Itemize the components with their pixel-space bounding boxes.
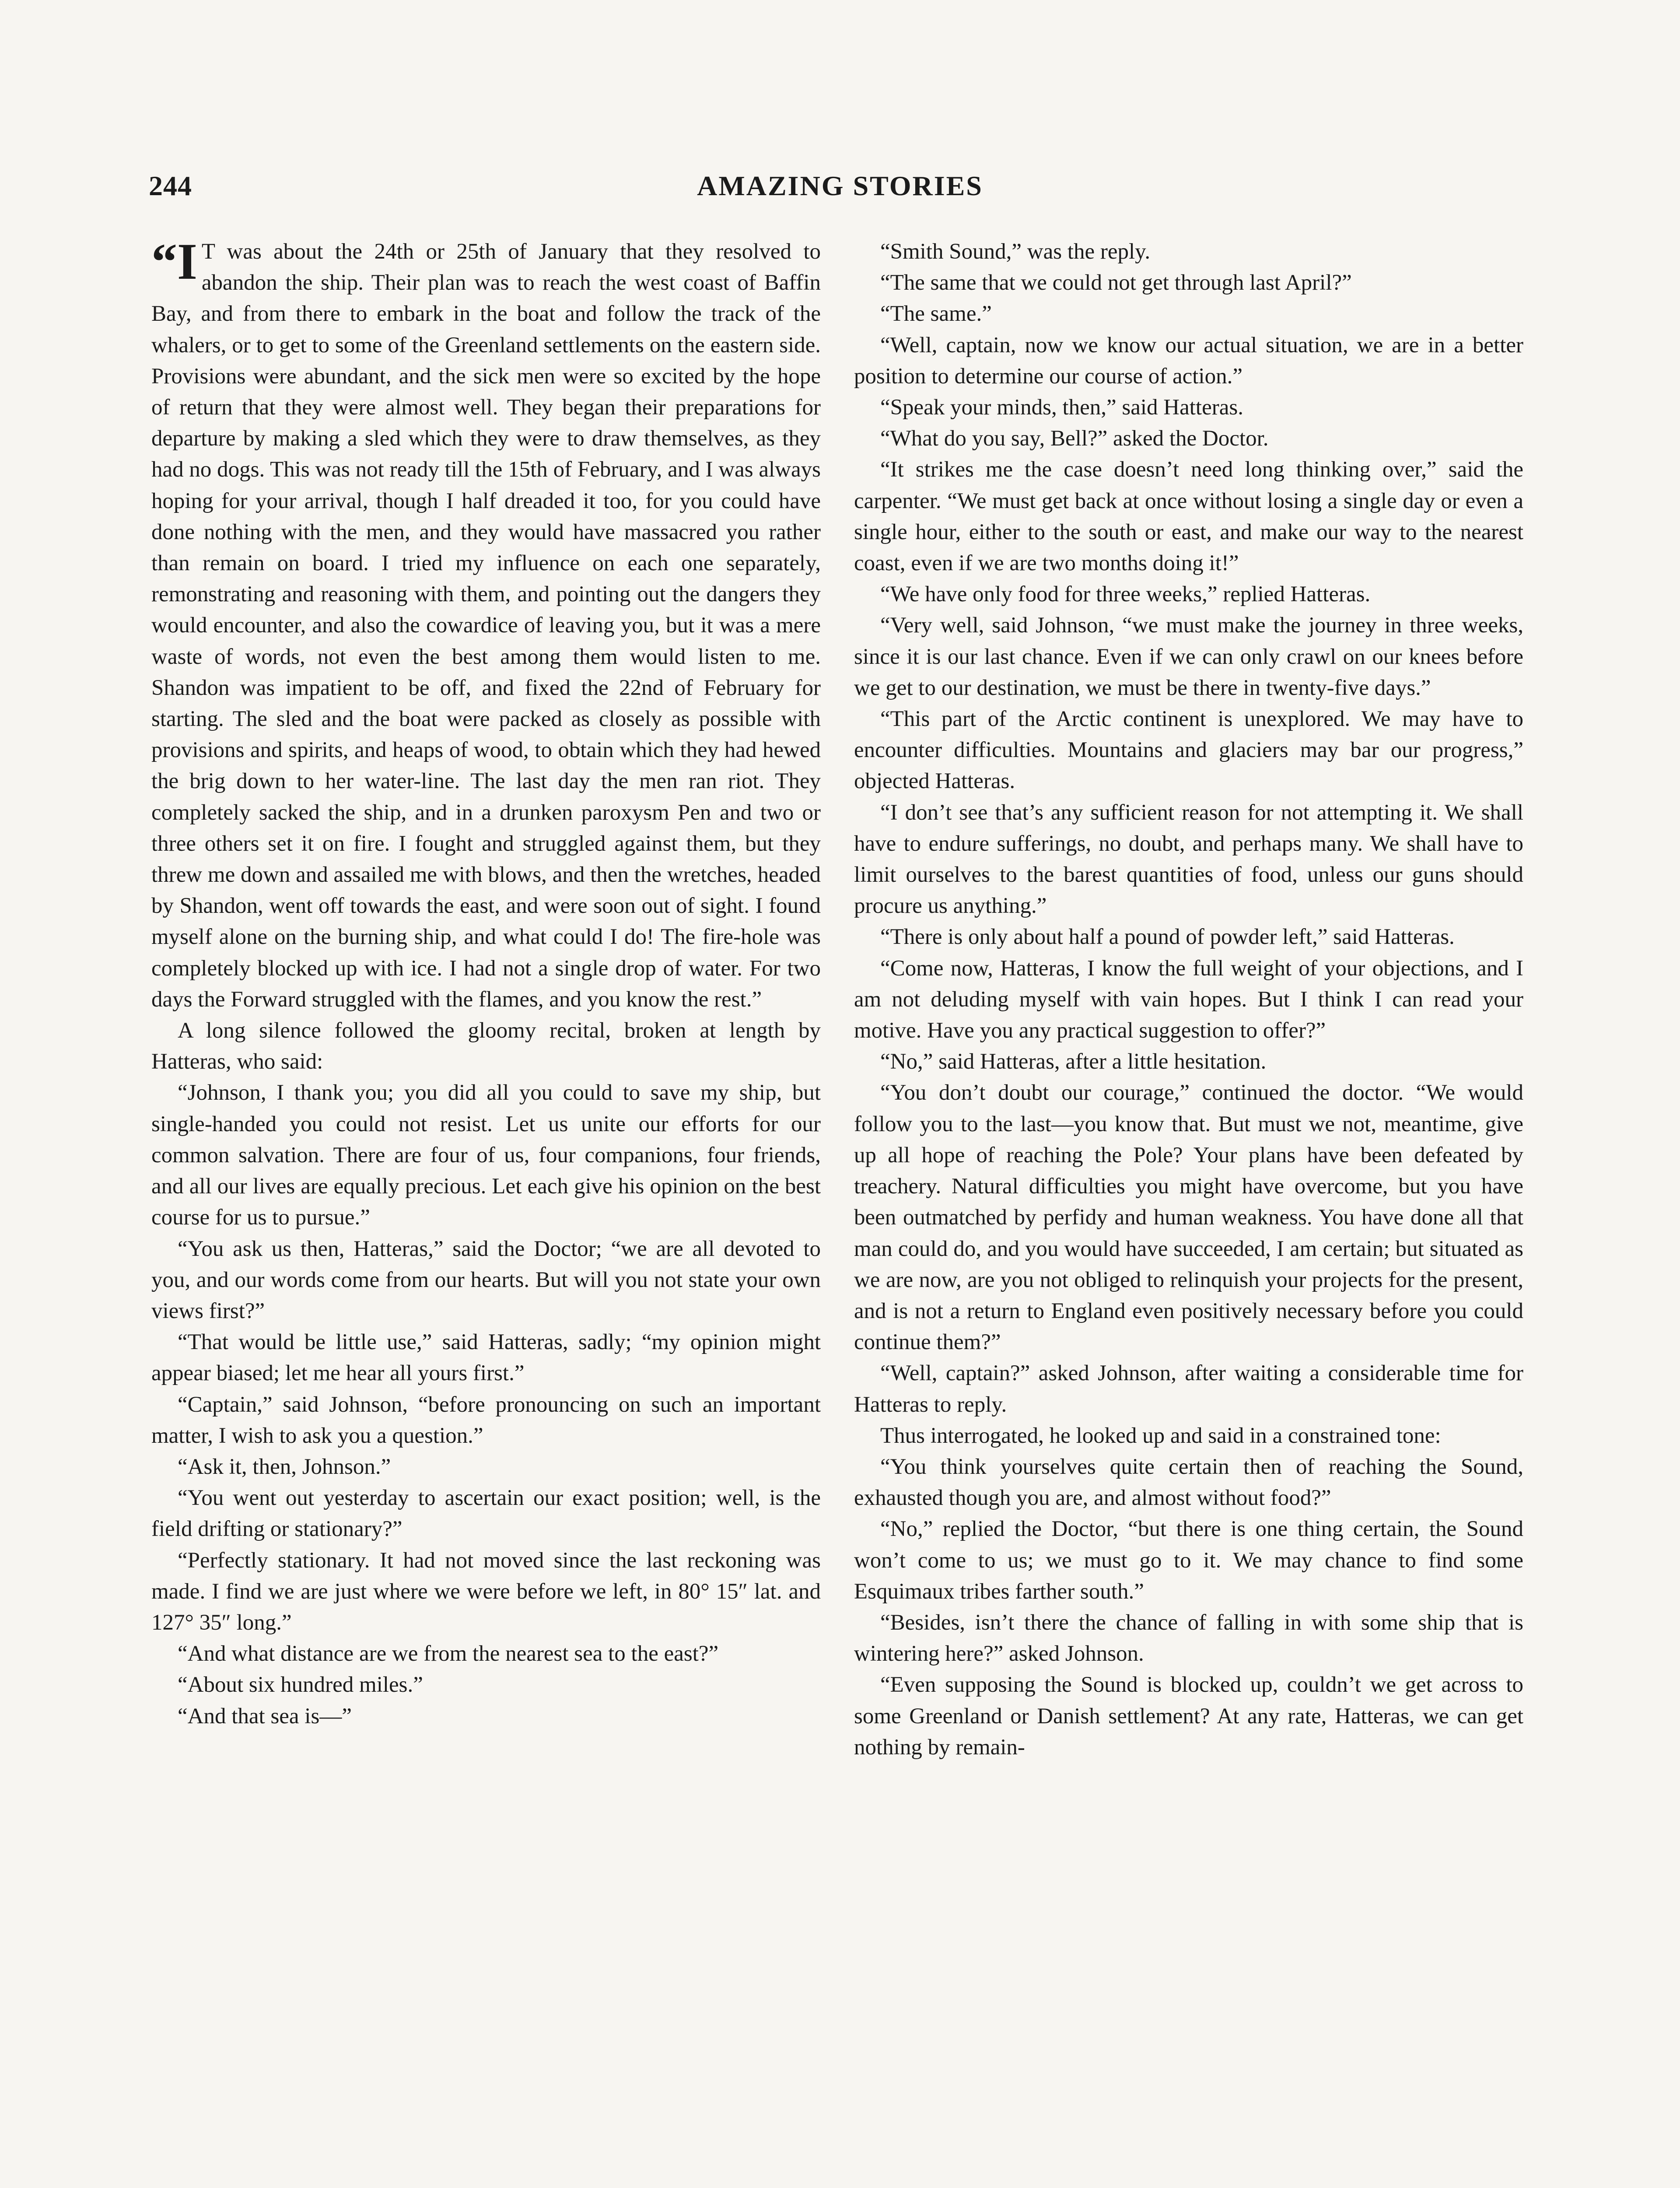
paragraph: “The same that we could not get through last April?” xyxy=(880,270,1352,295)
paragraph: “Captain,” said Johnson, “before pronouncing on such an important matter, I wish to ask you a question.” xyxy=(151,1392,821,1448)
paragraph: “Besides, isn’t there the chance of falling in with some ship that is wintering here?” asked Johnson. xyxy=(854,1610,1523,1666)
paragraph: “Smith Sound,” was the reply. xyxy=(880,239,1151,264)
paragraph: “You don’t doubt our courage,” continued the doctor. “We would follow you to the last—you know that. But must we not, meantime, give up all hope of reaching the Pole? Your plans have been defeated by treachery. Natural difficulties you might have overcome, but you have been outmatched by perfidy and human weakness. You have done all that man could do, and you would have succeeded, I am certain; but situated as we are now, are you not obliged to relinquish your projects for the present, and is not a return to England even positively necessary before you could continue them?” xyxy=(854,1080,1523,1355)
right-column xyxy=(854,236,1523,1763)
paragraph: “What do you say, Bell?” asked the Doctor. xyxy=(880,426,1269,451)
paragraph: “You went out yesterday to ascertain our exact position; well, is the field drifting or stationary?” xyxy=(151,1486,821,1542)
paragraph: “And what distance are we from the nearest sea to the east?” xyxy=(178,1641,719,1666)
paragraph: “No,” replied the Doctor, “but there is one thing certain, the Sound won’t come to us; we must go to it. We may chance to find some Esquimaux tribes farther south.” xyxy=(854,1517,1523,1604)
paragraph: “Well, captain, now we know our actual situation, we are in a better position to determine our course of action.” xyxy=(854,333,1523,389)
paragraph: “Well, captain?” asked Johnson, after waiting a considerable time for Hatteras to reply. xyxy=(854,1361,1523,1417)
paragraph: Thus interrogated, he looked up and said in a constrained tone: xyxy=(880,1423,1441,1448)
paragraph: “And that sea is—” xyxy=(178,1704,352,1729)
paragraph: “This part of the Arctic continent is unexplored. We may have to encounter difficulties. Mountains and glaciers may bar our progress,” objected Hatteras. xyxy=(854,707,1523,794)
paragraph: “You ask us then, Hatteras,” said the Doctor; “we are all devoted to you, and our words come from our hearts. But will you not state your own views first?” xyxy=(151,1236,821,1323)
paragraph: “I don’t see that’s any sufficient reason for not attempting it. We shall have to endure sufferings, no doubt, and perhaps many. We shall have to limit ourselves to the barest quantities of food, unless our guns should procure us anything.” xyxy=(854,800,1523,919)
paragraph: “You think yourselves quite certain then of reaching the Sound, exhausted though you are, and almost without food?” xyxy=(854,1454,1523,1511)
paragraph: “Very well, said Johnson, “we must make the journey in three weeks, since it is our last chance. Even if we can only crawl on our knees before we get to our destination, we must be there in twenty-five days.” xyxy=(854,613,1523,700)
paragraph: “Even supposing the Sound is blocked up, couldn’t we get across to some Greenland or Danish settlement? At any rate, Hatteras, we can get nothing by remain- xyxy=(854,1673,1523,1760)
paragraph: “There is only about half a pound of powder left,” said Hatteras. xyxy=(880,925,1455,950)
paragraph: “We have only food for three weeks,” replied Hatteras. xyxy=(880,582,1371,607)
paragraph: A long silence followed the gloomy recital, broken at length by Hatteras, who said: xyxy=(151,1018,821,1074)
paragraph: “The same.” xyxy=(880,302,992,326)
paragraph-text: T was about the 24th or 25th of January that they resolved to abandon the ship. Their plan was to reach the west coast of Baffin Bay, and from there to embark in the boat and follow the track of the whalers, or to get to some of the Greenland settlements on the eastern side. Provisions were abundant, and the sick men were so excited by the hope of return that they were almost well. They began their preparations for departure by making a sled which they were to draw themselves, as they had no dogs. This was not ready till the 15th of February, and I was always hoping for your arrival, though I half dreaded it too, for you could have done nothing with the men, and they would have massacred you rather than remain on board. I tried my influence on each one separately, remonstrating and reasoning with them, and pointing out the dangers they would encounter, and also the cowardice of leaving you, but it was a mere waste of words, not even the best among them would listen to me. Shandon was impatient to be off, and fixed the 22nd of February for starting. The sled and the boat were packed as closely as possible with provisions and spirits, and heaps of wood, to obtain which they had hewed the brig down to her water-line. The last day the men ran riot. They completely sacked the ship, and in a drunken paroxysm Pen and two or three others set it on fire. I fought and struggled against them, but they threw me down and assailed me with blows, and then the wretches, headed by Shandon, went off towards the east, and were soon out of sight. I found myself alone on the burning ship, and what could I do! The fire-hole was completely blocked up with ice. I had not a single drop of water. For two days the Forward struggled with the flames, and you know the rest.” xyxy=(151,239,821,1012)
paragraph: “No,” said Hatteras, after a little hesitation. xyxy=(880,1049,1267,1074)
paragraph: “Speak your minds, then,” said Hatteras. xyxy=(880,395,1243,420)
paragraph: “Johnson, I thank you; you did all you could to save my ship, but single-handed you could not resist. Let us unite our efforts for our common salvation. There are four of us, four companions, four friends, and all our lives are equally precious. Let each give his opinion on the best course for us to pursue.” xyxy=(151,1080,821,1230)
paragraph: “About six hundred miles.” xyxy=(178,1673,423,1697)
drop-cap: “I xyxy=(151,233,197,290)
running-title: AMAZING STORIES xyxy=(697,170,983,201)
paragraph: “That would be little use,” said Hatteras, sadly; “my opinion might appear biased; let me hear all yours first.” xyxy=(151,1330,821,1386)
left-column xyxy=(151,233,821,1732)
paragraph: “Come now, Hatteras, I know the full weight of your objections, and I am not deluding myself with vain hopes. But I think I can read your motive. Have you any practical suggestion to offer?” xyxy=(854,956,1523,1043)
paragraph xyxy=(151,233,821,1015)
paragraph: “Ask it, then, Johnson.” xyxy=(178,1454,391,1479)
page-number: 244 xyxy=(149,170,192,201)
paragraph: “Perfectly stationary. It had not moved since the last reckoning was made. I find we are just where we were before we left, in 80° 15″ lat. and 127° 35″ long.” xyxy=(151,1548,821,1635)
paragraph: “It strikes me the case doesn’t need long thinking over,” said the carpenter. “We must get back at once without losing a single day or even a single hour, either to the south or east, and make our way to the nearest coast, even if we are two months doing it!” xyxy=(854,457,1523,576)
